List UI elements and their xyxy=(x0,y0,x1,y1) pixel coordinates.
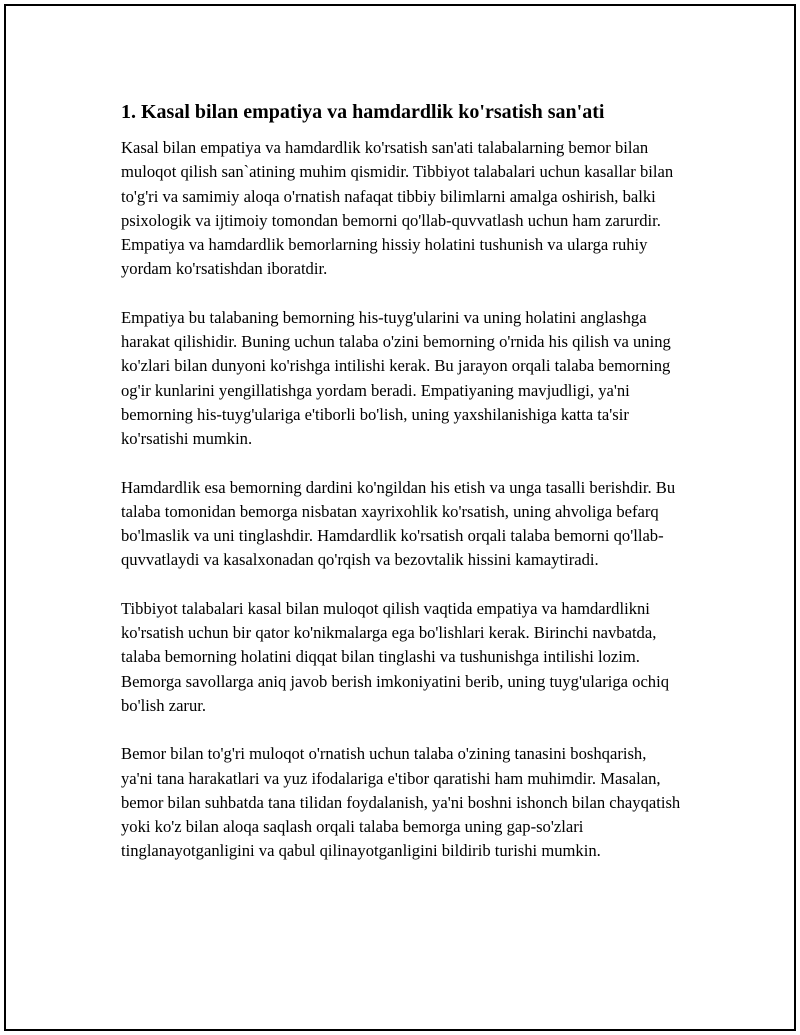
document-body xyxy=(121,98,681,888)
paragraph-1: Kasal bilan empatiya va hamdardlik ko'rsatish san'ati talabalarning bemor bilan muloqot qilish san`atining muhim qismidir. Tibbiyot talabalari uchun kasallar bilan to'g'ri va samimiy aloqa o'rnatish nafaqat tibbiy bilimlarni amalga oshirish, balki psixologik va ijtimoiy tomondan bemorni qo'llab-quvvatlash uchun ham zarurdir. Empatiya va hamdardlik bemorlarning hissiy holatini tushunish va ularga ruhiy yordam ko'rsatishdan iboratdir. xyxy=(121,138,674,279)
paragraph-5: Bemor bilan to'g'ri muloqot o'rnatish uchun talaba o'zining tanasini boshqarish, ya'ni tana harakatlari va yuz ifodalariga e'tibor qaratishi ham muhimdir. Masalan, bemor bilan suhbatda tana tilidan foydalanish, ya'ni boshni ishonch bilan chayqatish yoki ko'z bilan aloqa saqlash orqali talaba bemorga uning gap-so'zlari tinglanayotganligini va qabul qilinayotganligini bildirib turishi mumkin. xyxy=(121,744,681,861)
page-frame xyxy=(4,4,796,1031)
paragraph-4: Tibbiyot talabalari kasal bilan muloqot qilish vaqtida empatiya va hamdardlikni ko'rsatish uchun bir qator ko'nikmalarga ega bo'lishlari kerak. Birinchi navbatda, talaba bemorning holatini diqqat bilan tinglashi va tushunishga intilishi lozim. Bemorga savollarga aniq javob berish imkoniyatini berib, uning tuyg'ulariga ochiq bo'lish zarur. xyxy=(121,598,670,715)
paragraph-2: Empatiya bu talabaning bemorning his-tuyg'ularini va uning holatini anglashga harakat qilishidir. Buning uchun talaba o'zini bemorning o'rnida his qilish va uning ko'zlari bilan dunyoni ko'rishga intilishi kerak. Bu jarayon orqali talaba bemorning og'ir kunlarini yengillatishga yordam beradi. Empatiyaning mavjudligi, ya'ni bemorning his-tuyg'ulariga e'tiborli bo'lish, uning yaxshilanishiga katta ta'sir ko'rsatishi mumkin. xyxy=(121,307,671,449)
paragraph-3: Hamdardlik esa bemorning dardini ko'ngildan his etish va unga tasalli berishdir. Bu talaba tomonidan bemorga nisbatan xayrixohlik ko'rsatish, uning ahvoliga befarq bo'lmaslik va uni tinglashdir. Hamdardlik ko'rsatish orqali talaba bemorni qo'llab-quvvatlaydi va kasalxonadan qo'rqish va bezovtalik hissini kamaytiradi. xyxy=(121,477,676,570)
section-heading: 1. Kasal bilan empatiya va hamdardlik ko'rsatish san'ati xyxy=(121,101,605,123)
